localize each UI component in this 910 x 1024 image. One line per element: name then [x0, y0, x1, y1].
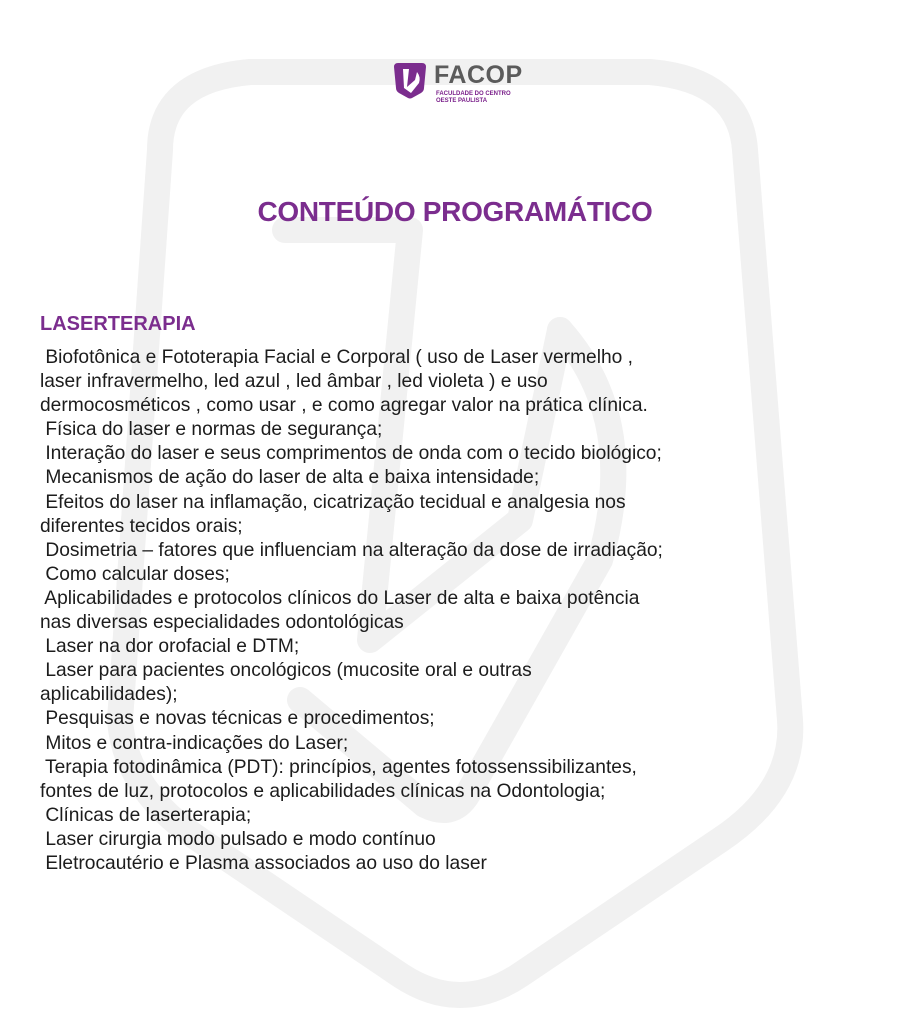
content-line: Mitos e contra-indicações do Laser; [40, 732, 349, 754]
content-line: Física do laser e normas de segurança; [40, 419, 383, 441]
page-title: CONTEÚDO PROGRAMÁTICO [257, 196, 653, 227]
content-line: diferentes tecidos orais; [40, 515, 243, 537]
logo-subtitle-line-1: FACULDADE DO CENTRO [436, 91, 511, 97]
content-line: Laser cirurgia modo pulsado e modo contínuo [40, 828, 436, 850]
content-line: dermocosméticos , como usar , e como agregar valor na prática clínica. [40, 395, 648, 417]
content-line: Biofotônica e Fototerapia Facial e Corporal ( uso de Laser vermelho , [40, 347, 633, 368]
content-line: Como calcular doses; [40, 563, 230, 585]
content-line: Pesquisas e novas técnicas e procedimentos; [40, 708, 435, 730]
content-line: Terapia fotodinâmica (PDT): princípios, agentes fotossenssibilizantes, [40, 756, 637, 778]
facop-shield-icon [392, 60, 428, 100]
content-line: laser infravermelho, led azul , led âmbar , led violeta ) e uso [40, 371, 548, 393]
content-line: Efeitos do laser na inflamação, cicatrização tecidual e analgesia nos [40, 491, 626, 513]
content-line: Dosimetria – fatores que influenciam na alteração da dose de irradiação; [40, 539, 663, 561]
content-line: Aplicabilidades e protocolos clínicos do Laser de alta e baixa potência [40, 587, 640, 609]
content-line: Clínicas de laserterapia; [40, 804, 252, 826]
content-line: aplicabilidades); [40, 684, 178, 706]
content-line: Interação do laser e seus comprimentos de onda com o tecido biológico; [40, 443, 662, 465]
content-line: nas diversas especialidades odontológicas [40, 612, 404, 634]
content-line: Eletrocautério e Plasma associados ao uso do laser [40, 852, 487, 874]
content-line: Laser para pacientes oncológicos (mucosite oral e outras [40, 660, 532, 682]
facop-logo [392, 58, 522, 110]
logo-name: FACOP [434, 61, 523, 89]
content-line: fontes de luz, protocolos e aplicabilidades clínicas na Odontologia; [40, 780, 606, 802]
content-line: Mecanismos de ação do laser de alta e baixa intensidade; [40, 467, 540, 489]
section-title: LASERTERAPIA [40, 313, 196, 335]
section-content [40, 346, 870, 876]
logo-subtitle [436, 91, 526, 104]
logo-subtitle-line-2: OESTE PAULISTA [436, 97, 488, 104]
content-line: Laser na dor orofacial e DTM; [40, 636, 300, 658]
